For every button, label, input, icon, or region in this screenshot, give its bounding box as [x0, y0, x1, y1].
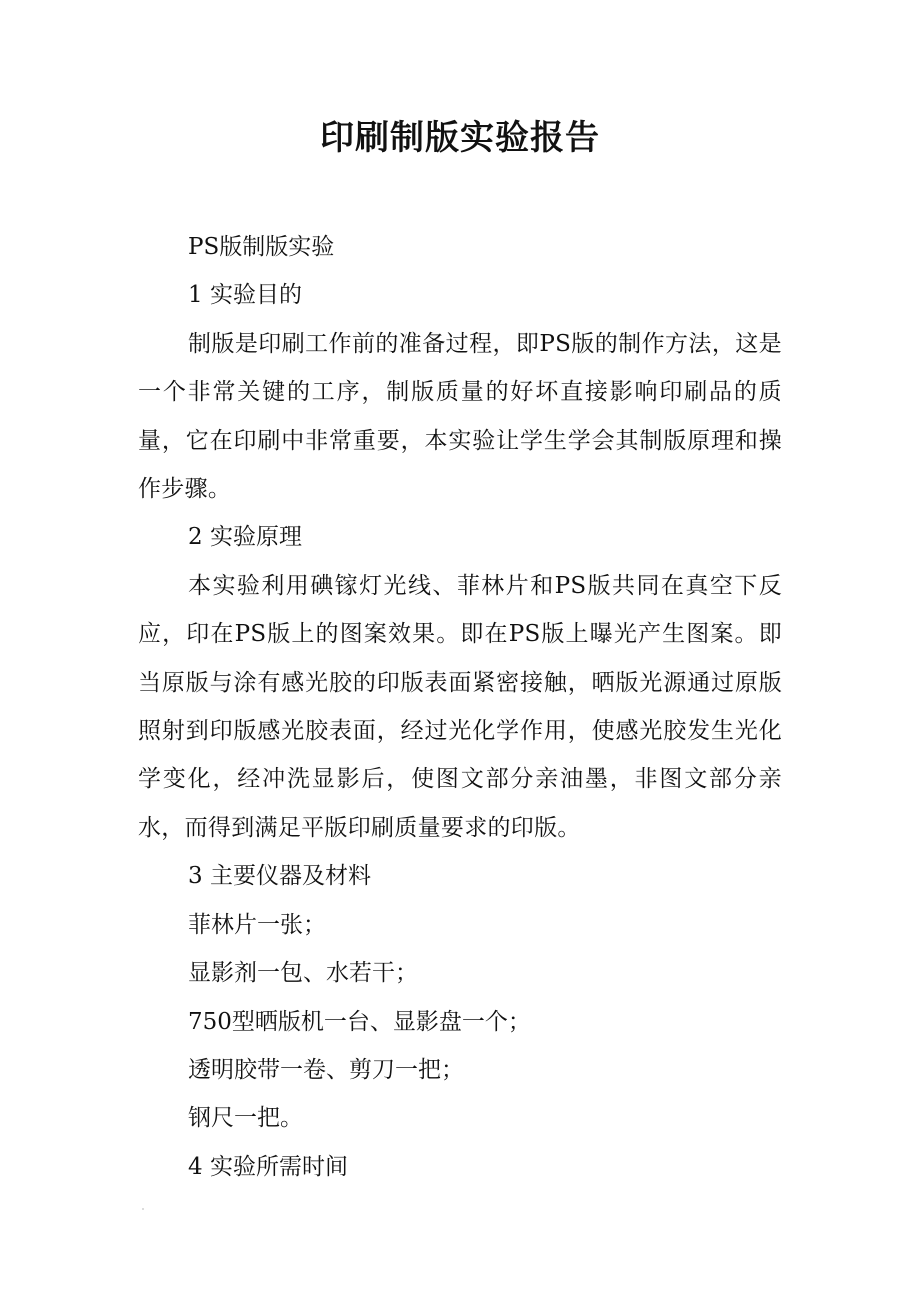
section-heading-purpose: 1 实验目的 — [188, 282, 302, 309]
subtitle: PS版制版实验 — [188, 234, 335, 260]
material-item: 750型晒版机一台、显影盘一个； — [188, 1008, 531, 1035]
document-body — [138, 223, 782, 1191]
material-item: 透明胶带一卷、剪刀一把； — [188, 1056, 464, 1083]
material-item: 菲林片一张； — [188, 911, 326, 938]
material-item: 显影剂一包、水若干； — [188, 960, 418, 987]
section-heading-principle: 2 实验原理 — [188, 524, 302, 551]
section-heading-time: 4 实验所需时间 — [188, 1153, 348, 1180]
section-text-purpose: 制版是印刷工作前的准备过程，即PS版的制作方法，这是一个非常关键的工序，制版质量的好坏直接影响印刷品的质量，它在印刷中非常重要，本实验让学生学会其制版原理和操作步骤。 — [138, 330, 782, 503]
section-text-principle: 本实验利用碘镓灯光线、菲林片和PS版共同在真空下反应，印在PS版上的图案效果。即在PS版上曝光产生图案。即当原版与涂有感光胶的印版表面紧密接触，晒版光源通过原版照射到印版感光胶表面，经过光化学作用，使感光胶发生光化学变化，经冲洗显影后，使图文部分亲油墨，非图文部分亲水，而得到满足平版印刷质量要求的印版。 — [138, 572, 782, 841]
document-title: 印刷制版实验报告 — [320, 118, 600, 158]
scan-speck — [142, 1208, 144, 1210]
material-item: 钢尺一把。 — [188, 1105, 303, 1132]
section-heading-materials: 3 主要仪器及材料 — [188, 863, 371, 890]
